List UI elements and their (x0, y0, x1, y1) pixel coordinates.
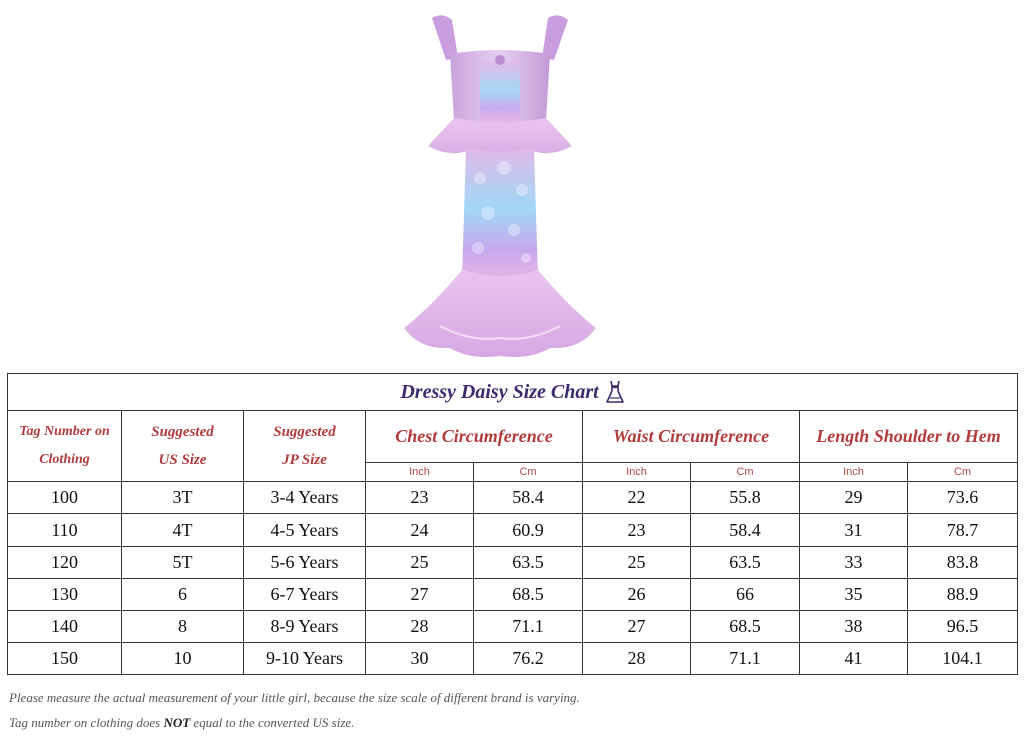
cell-tag: 130 (8, 578, 122, 610)
cell-chest-in: 24 (366, 514, 474, 546)
table-row (8, 546, 1018, 578)
cell-jp: 4-5 Years (244, 514, 366, 546)
table-row (8, 642, 1018, 674)
dress-icon (605, 380, 625, 404)
cell-chest-cm: 60.9 (474, 514, 583, 546)
cell-chest-in: 27 (366, 578, 474, 610)
cell-waist-in: 22 (583, 482, 691, 514)
unit-length-cm: Cm (908, 463, 1018, 482)
header-us-size-line2: US Size (158, 452, 207, 469)
cell-len-cm: 73.6 (908, 482, 1018, 514)
cell-waist-in: 23 (583, 514, 691, 546)
table-row (8, 610, 1018, 642)
cell-us: 4T (122, 514, 244, 546)
header-waist: Waist Circumference (583, 411, 800, 463)
cell-waist-cm: 71.1 (691, 642, 800, 674)
cell-chest-cm: 58.4 (474, 482, 583, 514)
cell-jp: 5-6 Years (244, 546, 366, 578)
unit-length-inch: Inch (800, 463, 908, 482)
cell-chest-cm: 68.5 (474, 578, 583, 610)
cell-chest-in: 25 (366, 546, 474, 578)
header-length: Length Shoulder to Hem (800, 411, 1018, 463)
unit-waist-inch: Inch (583, 463, 691, 482)
cell-waist-in: 28 (583, 642, 691, 674)
tag-note-before: Tag number on clothing does (9, 715, 164, 730)
cell-us: 8 (122, 610, 244, 642)
header-jp-size-line1: Suggested (273, 424, 336, 441)
header-jp-size-line2: JP Size (282, 452, 327, 469)
chart-title-cell (8, 374, 1018, 411)
cell-chest-cm: 71.1 (474, 610, 583, 642)
cell-us: 3T (122, 482, 244, 514)
cell-us: 10 (122, 642, 244, 674)
header-chest: Chest Circumference (366, 411, 583, 463)
cell-len-cm: 96.5 (908, 610, 1018, 642)
cell-waist-in: 26 (583, 578, 691, 610)
cell-chest-in: 28 (366, 610, 474, 642)
cell-chest-in: 23 (366, 482, 474, 514)
cell-jp: 9-10 Years (244, 642, 366, 674)
header-us-size-line1: Suggested (151, 424, 214, 441)
cell-jp: 6-7 Years (244, 578, 366, 610)
cell-len-cm: 83.8 (908, 546, 1018, 578)
table-row (8, 578, 1018, 610)
cell-tag: 150 (8, 642, 122, 674)
unit-chest-inch: Inch (366, 463, 474, 482)
cell-len-in: 29 (800, 482, 908, 514)
cell-len-cm: 88.9 (908, 578, 1018, 610)
cell-waist-cm: 68.5 (691, 610, 800, 642)
cell-waist-in: 27 (583, 610, 691, 642)
cell-tag: 100 (8, 482, 122, 514)
cell-waist-in: 25 (583, 546, 691, 578)
cell-us: 6 (122, 578, 244, 610)
cell-len-in: 35 (800, 578, 908, 610)
size-chart-table (7, 373, 1018, 675)
tag-note-bold: NOT (163, 715, 191, 730)
unit-chest-cm: Cm (474, 463, 583, 482)
header-tag-number: Tag Number on Clothing (8, 411, 122, 482)
cell-len-in: 33 (800, 546, 908, 578)
measurement-note: Please measure the actual measurement of your little girl, because the size scale of different brand is varying. (9, 690, 580, 705)
cell-us: 5T (122, 546, 244, 578)
cell-chest-in: 30 (366, 642, 474, 674)
cell-len-cm: 78.7 (908, 514, 1018, 546)
cell-tag: 110 (8, 514, 122, 546)
header-us-size (122, 411, 244, 482)
cell-chest-cm: 76.2 (474, 642, 583, 674)
cell-waist-cm: 58.4 (691, 514, 800, 546)
mermaid-dress-image (380, 8, 620, 366)
cell-tag: 120 (8, 546, 122, 578)
cell-len-in: 41 (800, 642, 908, 674)
table-row (8, 514, 1018, 546)
cell-waist-cm: 55.8 (691, 482, 800, 514)
cell-len-in: 38 (800, 610, 908, 642)
cell-jp: 8-9 Years (244, 610, 366, 642)
cell-tag: 140 (8, 610, 122, 642)
tag-note-after: equal to the converted US size. (190, 715, 355, 730)
cell-len-cm: 104.1 (908, 642, 1018, 674)
cell-waist-cm: 63.5 (691, 546, 800, 578)
tag-number-note (9, 715, 354, 731)
cell-waist-cm: 66 (691, 578, 800, 610)
header-jp-size (244, 411, 366, 482)
cell-chest-cm: 63.5 (474, 546, 583, 578)
cell-len-in: 31 (800, 514, 908, 546)
chart-title: Dressy Daisy Size Chart (400, 380, 599, 403)
cell-jp: 3-4 Years (244, 482, 366, 514)
table-row (8, 482, 1018, 514)
unit-waist-cm: Cm (691, 463, 800, 482)
